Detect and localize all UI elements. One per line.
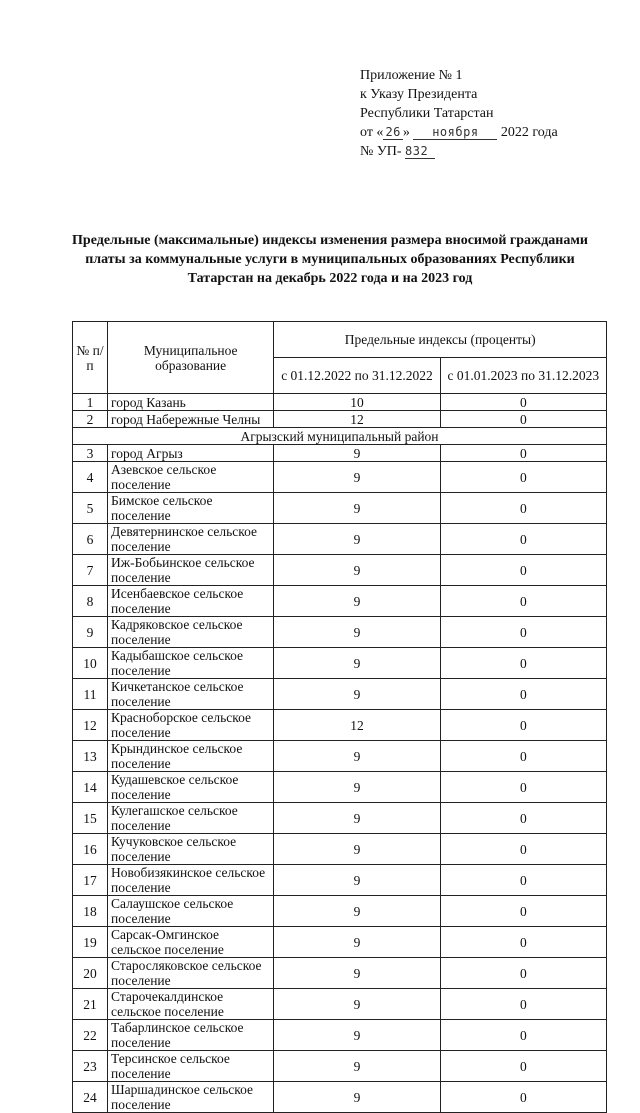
row-index-2023: 0 <box>440 1082 606 1113</box>
date-prefix: от « <box>360 125 384 140</box>
table-row <box>73 411 607 428</box>
row-index-2023: 0 <box>440 617 606 648</box>
table-row <box>73 524 607 555</box>
decree-prefix: № УП- <box>360 144 402 159</box>
row-index-2023: 0 <box>440 989 606 1020</box>
table-row <box>73 834 607 865</box>
row-municipality: Крындинское сельское поселение <box>108 741 274 772</box>
date-month: ноября <box>413 125 497 140</box>
row-number: 24 <box>73 1082 108 1113</box>
appendix-decree-ref: к Указу Президента <box>360 87 478 102</box>
row-number: 15 <box>73 803 108 834</box>
row-index-2023: 0 <box>440 555 606 586</box>
table-row <box>73 679 607 710</box>
row-number: 11 <box>73 679 108 710</box>
row-index-2023: 0 <box>440 462 606 493</box>
header-indices: Предельные индексы (проценты) <box>274 322 607 358</box>
row-index-dec-2022: 12 <box>274 411 440 428</box>
row-number: 5 <box>73 493 108 524</box>
table-body-region-header <box>73 428 607 445</box>
table-row <box>73 555 607 586</box>
date-year: 2022 года <box>500 125 558 140</box>
table-row <box>73 896 607 927</box>
table-row <box>73 710 607 741</box>
table-row <box>73 1051 607 1082</box>
document-title: Предельные (максимальные) индексы изменения размера вносимой гражданами платы за коммунальные услуги в муниципальных образованиях Республики Татарстан на декабрь 2022 года и на 2023 год <box>72 233 588 286</box>
row-index-dec-2022: 9 <box>274 586 440 617</box>
decree-number: 832 <box>405 144 435 159</box>
row-index-dec-2022: 9 <box>274 679 440 710</box>
row-number: 1 <box>73 394 108 411</box>
table-row <box>73 462 607 493</box>
row-number: 16 <box>73 834 108 865</box>
region-row <box>73 428 607 445</box>
row-municipality: Шаршадинское сельское поселение <box>108 1082 274 1113</box>
appendix-republic: Республики Татарстан <box>360 106 494 121</box>
row-municipality: Салаушское сельское поселение <box>108 896 274 927</box>
row-index-2023: 0 <box>440 865 606 896</box>
row-index-dec-2022: 9 <box>274 803 440 834</box>
row-number: 13 <box>73 741 108 772</box>
row-number: 18 <box>73 896 108 927</box>
row-municipality: Девятернинское сельское поселение <box>108 524 274 555</box>
row-index-dec-2022: 9 <box>274 445 440 462</box>
row-index-2023: 0 <box>440 927 606 958</box>
table-row <box>73 586 607 617</box>
row-index-2023: 0 <box>440 834 606 865</box>
row-index-dec-2022: 9 <box>274 617 440 648</box>
row-index-dec-2022: 9 <box>274 648 440 679</box>
row-index-2023: 0 <box>440 524 606 555</box>
region-name: Агрызский муниципальный район <box>73 428 607 445</box>
row-municipality: Красноборское сельское поселение <box>108 710 274 741</box>
row-index-2023: 0 <box>440 648 606 679</box>
row-number: 2 <box>73 411 108 428</box>
row-index-dec-2022: 9 <box>274 524 440 555</box>
row-index-dec-2022: 9 <box>274 555 440 586</box>
row-index-2023: 0 <box>440 896 606 927</box>
table-row <box>73 989 607 1020</box>
indices-table <box>72 321 607 1113</box>
row-number: 8 <box>73 586 108 617</box>
row-number: 3 <box>73 445 108 462</box>
row-municipality: Кадыбашское сельское поселение <box>108 648 274 679</box>
header-municipality: Муниципальное образование <box>108 322 274 394</box>
appendix-title: Приложение № 1 <box>360 68 463 83</box>
row-municipality: город Набережные Челны <box>108 411 274 428</box>
table-row <box>73 803 607 834</box>
row-index-dec-2022: 9 <box>274 989 440 1020</box>
table-body-region <box>73 445 607 1113</box>
row-index-dec-2022: 9 <box>274 896 440 927</box>
header-period-dec-2022: с 01.12.2022 по 31.12.2022 <box>274 358 440 394</box>
row-municipality: Исенбаевское сельское поселение <box>108 586 274 617</box>
row-index-2023: 0 <box>440 1051 606 1082</box>
row-number: 20 <box>73 958 108 989</box>
row-index-2023: 0 <box>440 586 606 617</box>
row-number: 23 <box>73 1051 108 1082</box>
row-municipality: город Казань <box>108 394 274 411</box>
row-number: 17 <box>73 865 108 896</box>
row-index-dec-2022: 9 <box>274 958 440 989</box>
appendix-block <box>360 66 558 161</box>
date-day: 26 <box>385 125 401 139</box>
row-index-dec-2022: 10 <box>274 394 440 411</box>
row-municipality: Кудашевское сельское поселение <box>108 772 274 803</box>
row-index-dec-2022: 9 <box>274 865 440 896</box>
row-index-2023: 0 <box>440 411 606 428</box>
row-index-dec-2022: 9 <box>274 772 440 803</box>
table-row <box>73 1082 607 1113</box>
row-municipality: Терсинское сельское поселение <box>108 1051 274 1082</box>
row-number: 22 <box>73 1020 108 1051</box>
table-row <box>73 617 607 648</box>
row-number: 14 <box>73 772 108 803</box>
row-number: 9 <box>73 617 108 648</box>
row-municipality: Новобизякинское сельское поселение <box>108 865 274 896</box>
row-number: 7 <box>73 555 108 586</box>
row-index-2023: 0 <box>440 710 606 741</box>
row-index-2023: 0 <box>440 1020 606 1051</box>
appendix-date <box>360 123 558 142</box>
row-number: 6 <box>73 524 108 555</box>
row-number: 21 <box>73 989 108 1020</box>
row-index-dec-2022: 9 <box>274 493 440 524</box>
row-index-2023: 0 <box>440 679 606 710</box>
table-body-cities <box>73 394 607 428</box>
row-municipality: Кичкетанское сельское поселение <box>108 679 274 710</box>
row-number: 12 <box>73 710 108 741</box>
header-number: № п/п <box>73 322 108 394</box>
header-period-2023: с 01.01.2023 по 31.12.2023 <box>440 358 606 394</box>
row-index-dec-2022: 9 <box>274 834 440 865</box>
row-number: 19 <box>73 927 108 958</box>
table-row <box>73 1020 607 1051</box>
table-row <box>73 772 607 803</box>
row-index-2023: 0 <box>440 958 606 989</box>
table-row <box>73 445 607 462</box>
row-municipality: Старочекалдинское сельское поселение <box>108 989 274 1020</box>
row-index-dec-2022: 9 <box>274 462 440 493</box>
table-row <box>73 865 607 896</box>
table-row <box>73 493 607 524</box>
table-row <box>73 927 607 958</box>
row-municipality: Кучуковское сельское поселение <box>108 834 274 865</box>
row-municipality: Иж-Бобьинское сельское поселение <box>108 555 274 586</box>
row-municipality: Кулегашское сельское поселение <box>108 803 274 834</box>
row-municipality: Бимское сельское поселение <box>108 493 274 524</box>
row-index-dec-2022: 9 <box>274 1051 440 1082</box>
row-municipality: Табарлинское сельское поселение <box>108 1020 274 1051</box>
row-index-2023: 0 <box>440 741 606 772</box>
row-index-dec-2022: 9 <box>274 1020 440 1051</box>
row-index-2023: 0 <box>440 803 606 834</box>
row-index-dec-2022: 12 <box>274 710 440 741</box>
row-number: 4 <box>73 462 108 493</box>
row-index-2023: 0 <box>440 394 606 411</box>
row-number: 10 <box>73 648 108 679</box>
date-mid: » <box>402 125 410 140</box>
table-row <box>73 648 607 679</box>
row-index-dec-2022: 9 <box>274 1082 440 1113</box>
row-municipality: Азевское сельское поселение <box>108 462 274 493</box>
table-row <box>73 741 607 772</box>
row-index-dec-2022: 9 <box>274 927 440 958</box>
row-municipality: город Агрыз <box>108 445 274 462</box>
table-row <box>73 394 607 411</box>
row-municipality: Кадряковское сельское поселение <box>108 617 274 648</box>
row-index-2023: 0 <box>440 772 606 803</box>
row-index-2023: 0 <box>440 445 606 462</box>
appendix-decree-number <box>360 142 558 161</box>
row-index-2023: 0 <box>440 493 606 524</box>
row-municipality: Сарсак-Омгинское сельское поселение <box>108 927 274 958</box>
table-row <box>73 958 607 989</box>
row-index-dec-2022: 9 <box>274 741 440 772</box>
row-municipality: Старосляковское сельское поселение <box>108 958 274 989</box>
